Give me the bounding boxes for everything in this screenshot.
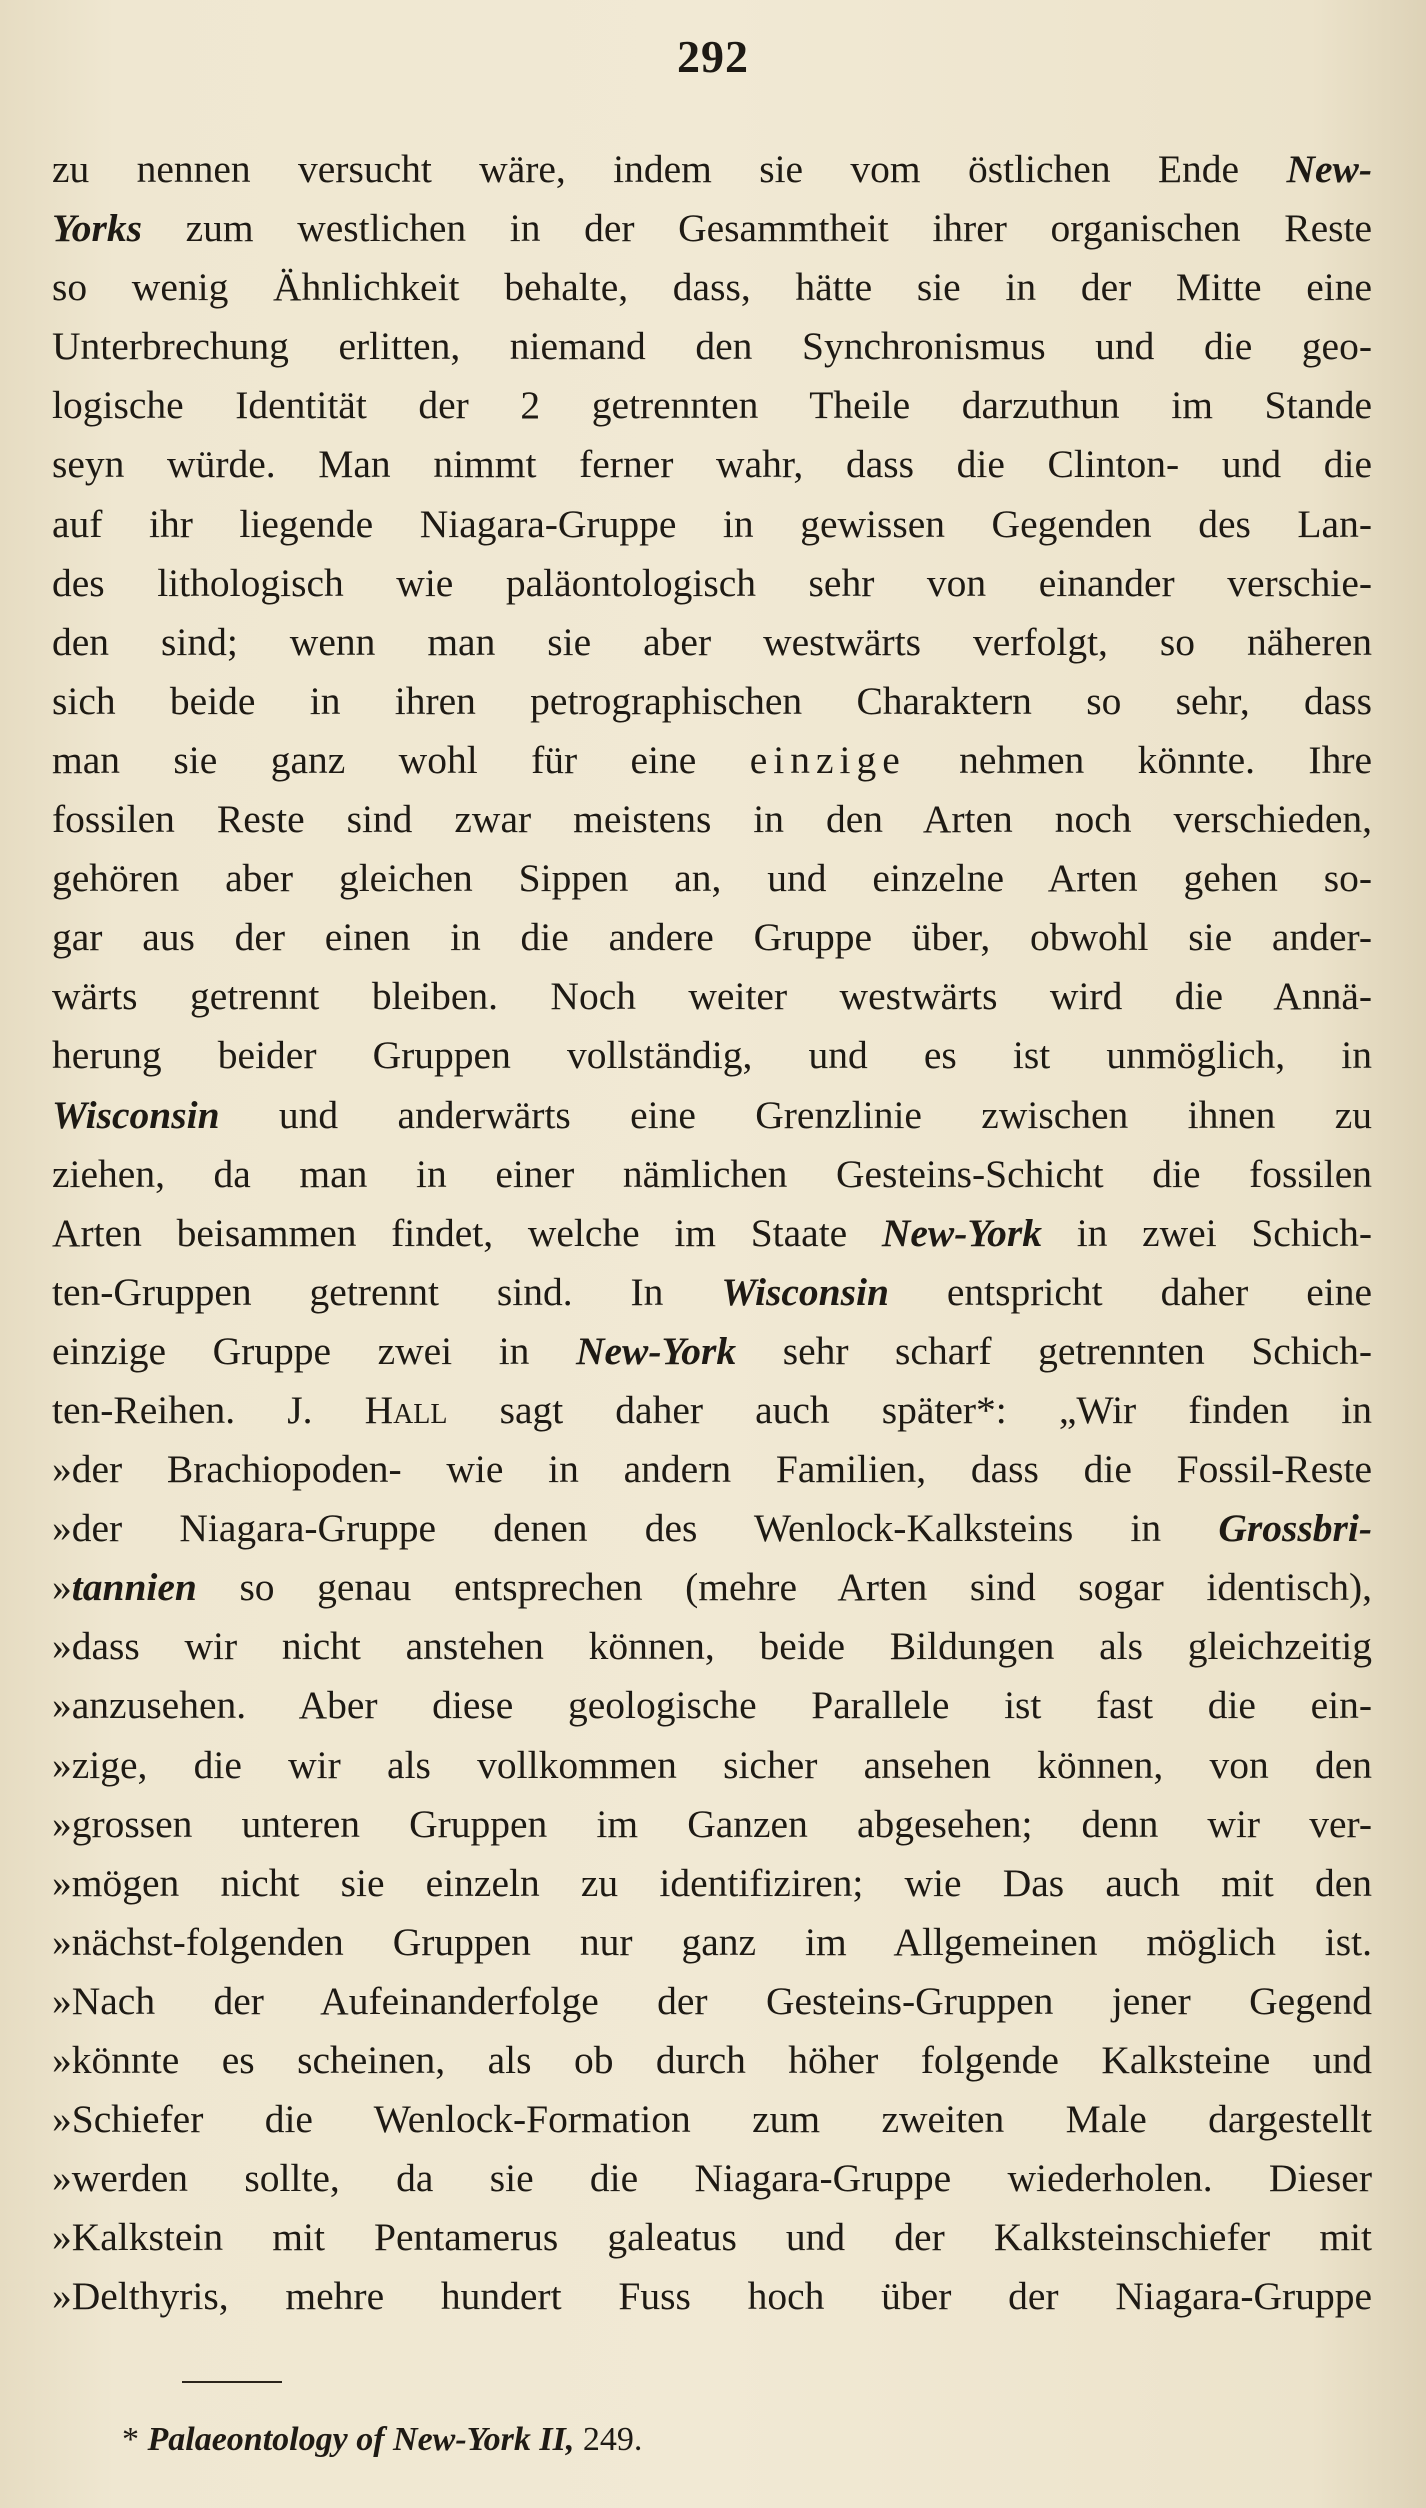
text-line (52, 908, 1372, 967)
text-line (52, 435, 1372, 494)
text-line (52, 554, 1372, 613)
text-segment: ten-Reihen. J. (52, 1387, 365, 1432)
text-segment: Unterbrechung erlitten, niemand den Synchronismus und die geo- (52, 324, 1372, 369)
footnote-marker: * (122, 2421, 148, 2458)
text-line (52, 1617, 1372, 1676)
text-line (52, 731, 1372, 790)
emphasis-text: Grossbri- (1218, 1506, 1372, 1551)
text-line (52, 1795, 1372, 1854)
text-segment: nehmen könnte. Ihre (905, 737, 1372, 782)
text-segment: »grossen unteren Gruppen im Ganzen abgesehen; denn wir ver- (52, 1801, 1372, 1846)
text-line (52, 1736, 1372, 1795)
text-segment: gar aus der einen in die andere Gruppe über, obwohl sie ander- (52, 915, 1372, 960)
text-segment: den sind; wenn man sie aber westwärts verfolgt, so näheren (52, 619, 1372, 664)
text-segment: sagt daher auch später*: „Wir finden in (447, 1387, 1372, 1432)
text-line (52, 1086, 1372, 1145)
text-segment: in zwei Schich- (1042, 1210, 1372, 1255)
text-segment: »Delthyris, mehre hundert Fuss hoch über der Niagara-Gruppe (52, 2274, 1372, 2319)
text-segment: logische Identität der 2 getrennten Theile darzuthun im Stande (52, 383, 1372, 428)
text-segment: gehören aber gleichen Sippen an, und einzelne Arten gehen so- (52, 856, 1372, 901)
text-line (52, 1499, 1372, 1558)
text-line (52, 790, 1372, 849)
text-line (52, 258, 1372, 317)
emphasis-text: Wisconsin (52, 1092, 220, 1137)
emphasis-text: einzige (749, 737, 906, 782)
text-line (52, 2031, 1372, 2090)
text-segment: wärts getrennt bleiben. Noch weiter westwärts wird die Annä- (52, 974, 1372, 1019)
text-line (52, 2090, 1372, 2149)
text-segment: so genau entsprechen (mehre Arten sind sogar identisch), (196, 1565, 1372, 1610)
text-segment: man sie ganz wohl für eine (52, 737, 750, 782)
text-segment: »mögen nicht sie einzeln zu identifiziren; wie Das auch mit den (52, 1860, 1372, 1905)
text-segment: fossilen Reste sind zwar meistens in den Arten noch verschieden, (52, 797, 1372, 842)
text-segment: sehr scharf getrennten Schich- (736, 1328, 1372, 1373)
text-line (52, 2149, 1372, 2208)
text-segment: »der Niagara-Gruppe denen des Wenlock-Kalksteins in (52, 1506, 1219, 1551)
text-line (52, 1322, 1372, 1381)
text-segment: ten-Gruppen getrennt sind. In (52, 1269, 722, 1314)
footnote-title: Palaeontology of New-York II, (147, 2421, 575, 2458)
text-segment: »nächst-folgenden Gruppen nur ganz im Allgemeinen möglich ist. (52, 1919, 1372, 1964)
text-line (52, 1026, 1372, 1085)
emphasis-text: New- (1286, 147, 1372, 191)
text-line (52, 199, 1372, 258)
text-segment: so wenig Ähnlichkeit behalte, dass, hätte sie in der Mitte eine (52, 265, 1372, 310)
text-segment: zu nennen versucht wäre, indem sie vom östlichen Ende (52, 147, 1287, 191)
text-line (52, 1854, 1372, 1913)
text-line (52, 967, 1372, 1026)
text-segment: herung beider Gruppen vollständig, und es ist unmöglich, in (52, 1033, 1372, 1078)
text-segment: und anderwärts eine Grenzlinie zwischen ihnen zu (219, 1092, 1372, 1137)
text-segment: »der Brachiopoden- wie in andern Familien, dass die Fossil-Reste (52, 1447, 1372, 1492)
text-segment: einzige Gruppe zwei in (52, 1328, 576, 1373)
text-line (52, 376, 1372, 435)
text-line (52, 1558, 1372, 1617)
text-segment: »anzusehen. Aber diese geologische Parallele ist fast die ein- (52, 1683, 1372, 1728)
text-segment: »dass wir nicht anstehen können, beide Bildungen als gleichzeitig (52, 1624, 1372, 1669)
text-line (52, 317, 1372, 376)
emphasis-text: Wisconsin (721, 1269, 889, 1314)
text-segment: »zige, die wir als vollkommen sicher ansehen können, von den (52, 1742, 1372, 1787)
text-segment: »Nach der Aufeinanderfolge der Gesteins-Gruppen jener Gegend (52, 1978, 1372, 2023)
emphasis-text: tannien (71, 1565, 197, 1610)
text-line (52, 1263, 1372, 1322)
text-segment: »werden sollte, da sie die Niagara-Gruppe wiederholen. Dieser (52, 2156, 1372, 2201)
text-segment: seyn würde. Man nimmt ferner wahr, dass die Clinton- und die (52, 442, 1372, 487)
text-segment: des lithologisch wie paläontologisch sehr von einander verschie- (52, 560, 1372, 605)
page-number: 292 (677, 31, 749, 82)
text-line (52, 1440, 1372, 1499)
text-line (52, 1972, 1372, 2031)
footnote (122, 2420, 642, 2460)
text-segment: »Kalkstein mit Pentamerus galeatus und der Kalksteinschiefer mit (52, 2215, 1372, 2260)
text-segment: Arten beisammen findet, welche im Staate (52, 1210, 882, 1255)
footnote-reference: 249. (574, 2421, 643, 2458)
text-segment: auf ihr liegende Niagara-Gruppe in gewissen Gegenden des Lan- (52, 501, 1372, 546)
text-segment: ziehen, da man in einer nämlichen Gesteins-Schicht die fossilen (52, 1151, 1372, 1196)
text-line (52, 1204, 1372, 1263)
body-text (52, 140, 1372, 2326)
text-line (52, 1913, 1372, 1972)
text-line (52, 672, 1372, 731)
text-line (52, 613, 1372, 672)
text-segment: zum westlichen in der Gesammtheit ihrer organischen Reste (142, 206, 1372, 251)
text-line (52, 2208, 1372, 2267)
text-line (52, 495, 1372, 554)
text-segment: »Schiefer die Wenlock-Formation zum zweiten Male dargestellt (52, 2097, 1372, 2142)
text-line (52, 1381, 1372, 1440)
emphasis-text: Hall (364, 1387, 448, 1432)
text-segment: entspricht daher eine (888, 1269, 1372, 1314)
text-segment: sich beide in ihren petrographischen Charaktern so sehr, dass (52, 678, 1372, 723)
text-line (52, 2267, 1372, 2326)
text-segment: »könnte es scheinen, als ob durch höher folgende Kalksteine und (52, 2038, 1372, 2082)
text-line (52, 1145, 1372, 1204)
text-line (52, 1676, 1372, 1735)
emphasis-text: New-York (575, 1328, 737, 1373)
text-line (52, 849, 1372, 908)
emphasis-text: Yorks (52, 206, 142, 251)
text-line (52, 140, 1372, 199)
footnote-rule (182, 2381, 282, 2383)
text-segment: » (52, 1565, 72, 1610)
emphasis-text: New-York (881, 1210, 1043, 1255)
